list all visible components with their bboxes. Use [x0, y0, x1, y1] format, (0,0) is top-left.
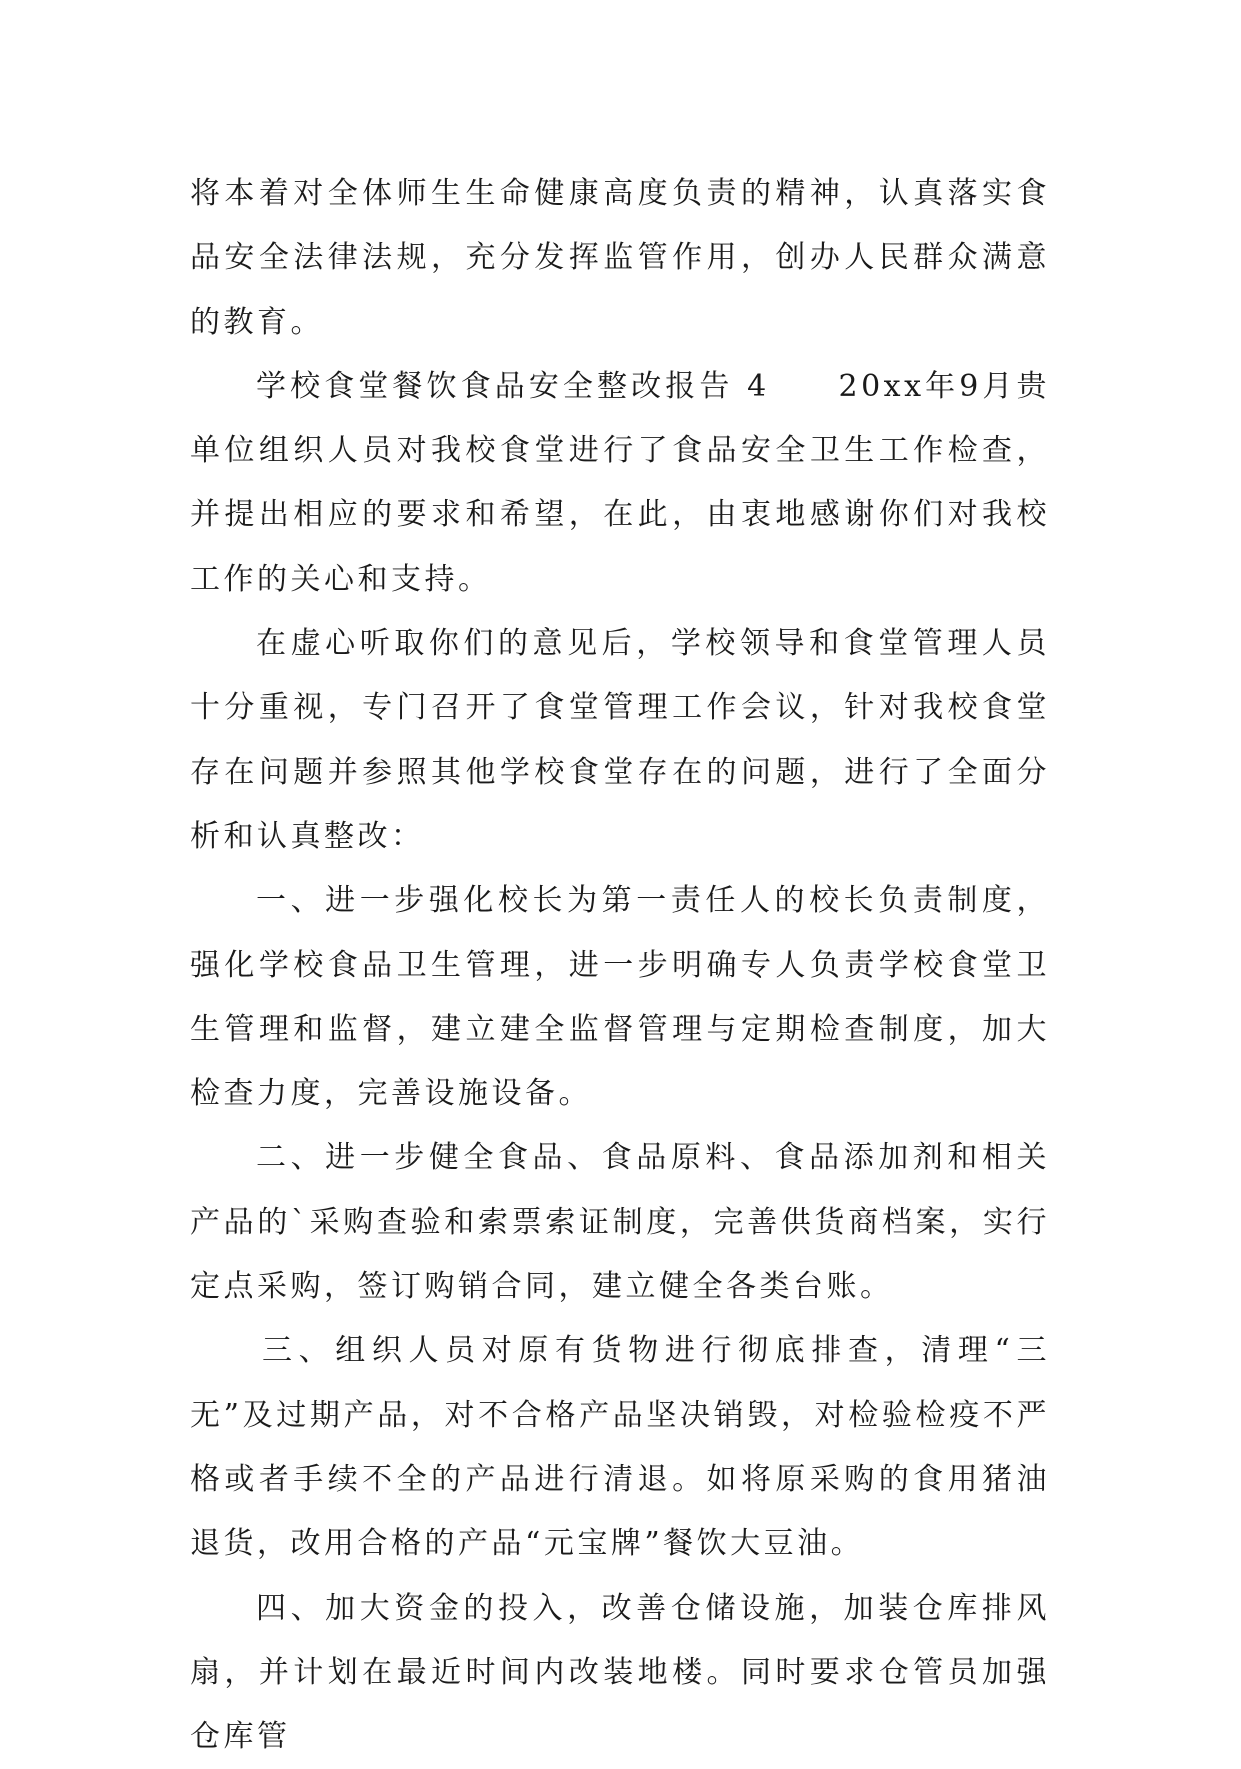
document-body [190, 162, 1050, 1769]
paragraph-item-one: 一、进一步强化校长为第一责任人的校长负责制度，强化学校食品卫生管理，进一步明确专人负责学校食堂卫生管理和监督，建立建全监督管理与定期检查制度，加大检查力度，完善设施设备。 [190, 883, 1050, 1112]
paragraph-response: 在虚心听取你们的意见后，学校领导和食堂管理人员十分重视，专门召开了食堂管理工作会议，针对我校食堂存在问题并参照其他学校食堂存在的问题，进行了全面分析和认真整改： [190, 626, 1050, 854]
paragraph-item-three: 三、组织人员对原有货物进行彻底排查，清理“三无”及过期产品，对不合格产品坚决销毁，对检验检疫不严格或者手续不全的产品进行清退。如将原采购的食用猪油退货，改用合格的产品“元宝牌”餐饮大豆油。 [190, 1333, 1050, 1562]
paragraph-continuation: 将本着对全体师生生命健康高度负责的精神，认真落实食品安全法律法规，充分发挥监管作用，创办人民群众满意的教育。 [190, 176, 1050, 340]
paragraph-report-intro: 学校食堂餐饮食品安全整改报告 4 20xx年9月贵单位组织人员对我校食堂进行了食品安全卫生工作检查，并提出相应的要求和希望，在此，由衷地感谢你们对我校工作的关心和支持。 [190, 368, 1050, 597]
paragraph-item-two: 二、进一步健全食品、食品原料、食品添加剂和相关产品的`采购查验和索票索证制度，完善供货商档案，实行定点采购，签订购销合同，建立健全各类台账。 [190, 1140, 1050, 1305]
paragraph-item-four: 四、加大资金的投入，改善仓储设施，加装仓库排风扇，并计划在最近时间内改装地楼。同时要求仓管员加强仓库管 [190, 1590, 1050, 1755]
